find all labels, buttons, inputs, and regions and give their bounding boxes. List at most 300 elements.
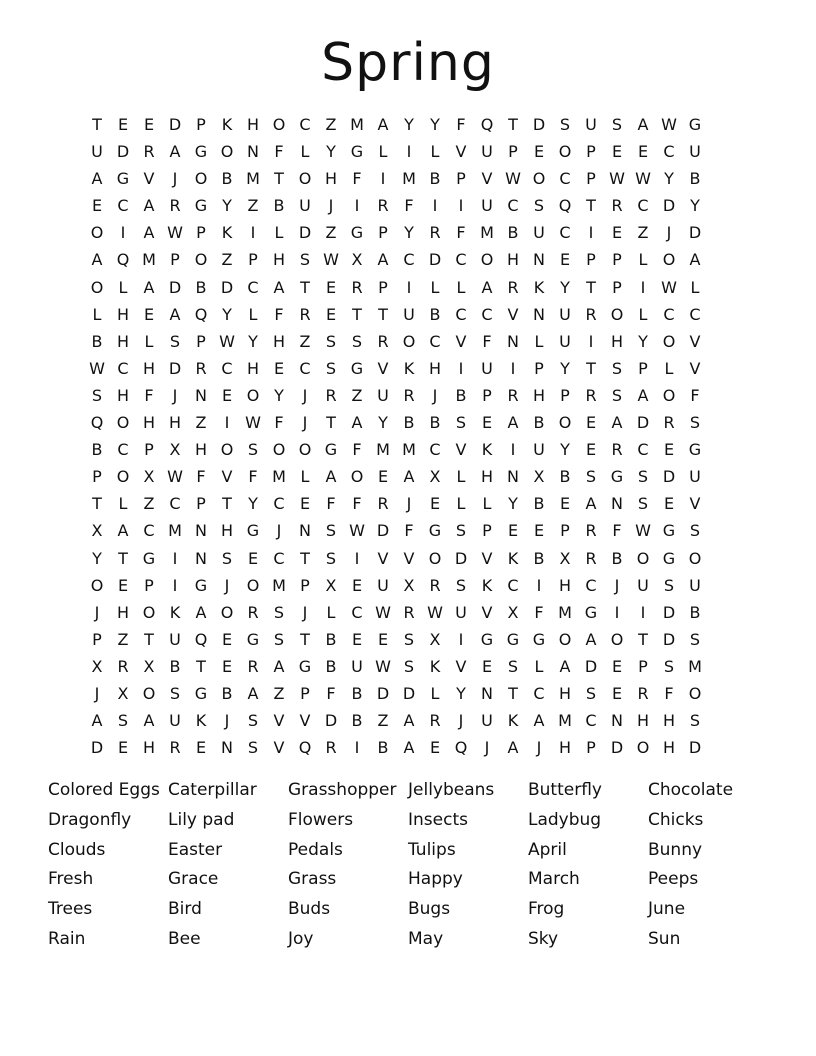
grid-letter[interactable]: T (300, 277, 310, 297)
grid-letter[interactable]: Q (194, 304, 208, 324)
grid-letter[interactable]: X (429, 629, 441, 649)
grid-letter[interactable]: C (455, 250, 467, 270)
grid-letter[interactable]: B (91, 331, 103, 351)
grid-letter[interactable]: S (507, 656, 519, 676)
grid-letter[interactable]: Q (116, 250, 130, 270)
grid-letter[interactable]: I (614, 602, 620, 622)
grid-letter[interactable]: X (559, 548, 571, 568)
grid-letter[interactable]: G (246, 521, 260, 541)
grid-letter[interactable]: A (273, 277, 285, 297)
grid-letter[interactable]: S (273, 629, 285, 649)
grid-letter[interactable]: P (92, 629, 102, 649)
grid-letter[interactable]: U (481, 142, 493, 162)
grid-letter[interactable]: J (302, 602, 308, 622)
grid-letter[interactable]: Y (222, 304, 232, 324)
grid-letter[interactable]: R (299, 304, 311, 324)
grid-letter[interactable]: S (273, 602, 285, 622)
grid-letter[interactable]: M (558, 711, 572, 731)
grid-letter[interactable]: C (169, 494, 181, 514)
grid-letter[interactable]: B (351, 711, 363, 731)
grid-letter[interactable]: E (377, 467, 389, 487)
grid-letter[interactable]: L (430, 142, 440, 162)
grid-letter[interactable]: H (662, 711, 676, 731)
grid-letter[interactable]: A (195, 602, 207, 622)
grid-letter[interactable]: X (325, 575, 337, 595)
grid-letter[interactable]: B (689, 602, 701, 622)
grid-letter[interactable]: E (429, 738, 441, 758)
grid-letter[interactable]: E (507, 521, 519, 541)
grid-letter[interactable]: A (143, 196, 155, 216)
grid-letter[interactable]: V (273, 711, 285, 731)
grid-letter[interactable]: Q (454, 738, 468, 758)
grid-letter[interactable]: U (559, 331, 571, 351)
grid-letter[interactable]: K (481, 575, 493, 595)
grid-letter[interactable]: W (167, 467, 183, 487)
grid-letter[interactable]: P (248, 250, 258, 270)
grid-letter[interactable]: E (533, 142, 545, 162)
grid-letter[interactable]: T (92, 494, 102, 514)
grid-letter[interactable]: A (377, 115, 389, 134)
grid-letter[interactable]: I (380, 169, 386, 189)
grid-letter[interactable]: N (195, 385, 207, 405)
grid-letter[interactable]: G (194, 142, 208, 162)
grid-letter[interactable]: I (432, 196, 438, 216)
grid-letter[interactable]: X (91, 656, 103, 676)
grid-letter[interactable]: R (377, 494, 389, 514)
grid-letter[interactable]: E (611, 223, 623, 243)
grid-letter[interactable]: L (144, 331, 154, 351)
grid-letter[interactable]: E (663, 494, 675, 514)
grid-letter[interactable]: H (272, 331, 286, 351)
grid-letter[interactable]: M (350, 115, 364, 134)
grid-letter[interactable]: T (508, 115, 518, 134)
grid-letter[interactable]: U (533, 223, 545, 243)
grid-letter[interactable]: O (246, 575, 260, 595)
grid-letter[interactable]: Y (560, 440, 570, 460)
grid-letter[interactable]: Q (480, 115, 494, 134)
grid-letter[interactable]: M (376, 440, 390, 460)
grid-letter[interactable]: D (168, 115, 182, 134)
grid-letter[interactable]: S (611, 358, 623, 378)
grid-letter[interactable]: S (585, 683, 597, 703)
grid-letter[interactable]: F (456, 115, 466, 134)
grid-letter[interactable]: E (351, 575, 363, 595)
grid-letter[interactable]: F (352, 494, 362, 514)
grid-letter[interactable]: F (144, 385, 154, 405)
grid-letter[interactable]: P (508, 142, 518, 162)
grid-letter[interactable]: C (273, 548, 285, 568)
grid-letter[interactable]: K (221, 115, 233, 134)
grid-letter[interactable]: M (272, 575, 286, 595)
grid-letter[interactable]: C (585, 575, 597, 595)
grid-letter[interactable]: Z (325, 115, 337, 134)
grid-letter[interactable]: I (510, 440, 516, 460)
grid-letter[interactable]: G (688, 440, 702, 460)
grid-letter[interactable]: Z (195, 413, 207, 433)
grid-letter[interactable]: C (117, 358, 129, 378)
grid-letter[interactable]: H (662, 738, 676, 758)
grid-letter[interactable]: I (640, 277, 646, 297)
grid-letter[interactable]: N (195, 521, 207, 541)
grid-letter[interactable]: R (429, 711, 441, 731)
grid-letter[interactable]: L (456, 277, 466, 297)
grid-letter[interactable]: I (354, 548, 360, 568)
grid-letter[interactable]: R (585, 304, 597, 324)
grid-letter[interactable]: F (274, 413, 284, 433)
grid-letter[interactable]: A (559, 656, 571, 676)
grid-letter[interactable]: C (507, 575, 519, 595)
grid-letter[interactable]: C (351, 602, 363, 622)
grid-letter[interactable]: C (143, 521, 155, 541)
grid-letter[interactable]: W (661, 115, 677, 134)
grid-letter[interactable]: G (688, 115, 702, 134)
grid-letter[interactable]: P (144, 440, 154, 460)
grid-letter[interactable]: E (585, 413, 597, 433)
grid-letter[interactable]: K (195, 711, 207, 731)
grid-letter[interactable]: H (142, 358, 156, 378)
grid-letter[interactable]: E (351, 629, 363, 649)
grid-letter[interactable]: C (663, 304, 675, 324)
grid-letter[interactable]: R (403, 602, 415, 622)
grid-letter[interactable]: S (637, 467, 649, 487)
grid-letter[interactable]: D (376, 683, 390, 703)
grid-letter[interactable]: T (352, 304, 362, 324)
grid-letter[interactable]: A (169, 304, 181, 324)
grid-letter[interactable]: T (118, 548, 128, 568)
grid-letter[interactable]: A (533, 711, 545, 731)
grid-letter[interactable]: W (505, 169, 521, 189)
grid-letter[interactable]: V (455, 440, 467, 460)
grid-letter[interactable]: S (663, 656, 675, 676)
grid-letter[interactable]: H (506, 250, 520, 270)
grid-letter[interactable]: I (354, 196, 360, 216)
grid-letter[interactable]: B (195, 277, 207, 297)
grid-letter[interactable]: S (325, 548, 337, 568)
grid-letter[interactable]: G (506, 629, 520, 649)
grid-letter[interactable]: A (637, 385, 649, 405)
grid-letter[interactable]: O (610, 629, 624, 649)
grid-letter[interactable]: A (377, 250, 389, 270)
grid-letter[interactable]: A (143, 223, 155, 243)
grid-letter[interactable]: O (90, 223, 104, 243)
grid-letter[interactable]: C (299, 115, 311, 134)
grid-letter[interactable]: I (458, 629, 464, 649)
grid-letter[interactable]: J (302, 385, 308, 405)
grid-letter[interactable]: S (689, 629, 701, 649)
grid-letter[interactable]: D (688, 738, 702, 758)
grid-letter[interactable]: D (298, 223, 312, 243)
grid-letter[interactable]: V (221, 467, 233, 487)
grid-letter[interactable]: B (429, 413, 441, 433)
grid-letter[interactable]: D (662, 467, 676, 487)
grid-letter[interactable]: O (636, 548, 650, 568)
grid-letter[interactable]: U (169, 629, 181, 649)
grid-letter[interactable]: B (559, 467, 571, 487)
grid-letter[interactable]: E (247, 548, 259, 568)
grid-letter[interactable]: Z (637, 223, 649, 243)
grid-letter[interactable]: F (690, 385, 700, 405)
grid-letter[interactable]: T (638, 629, 648, 649)
grid-letter[interactable]: F (352, 169, 362, 189)
grid-letter[interactable]: V (143, 169, 155, 189)
grid-letter[interactable]: I (406, 142, 412, 162)
grid-letter[interactable]: V (689, 494, 701, 514)
grid-letter[interactable]: T (144, 629, 154, 649)
grid-letter[interactable]: V (403, 548, 415, 568)
grid-letter[interactable]: R (429, 223, 441, 243)
grid-letter[interactable]: W (245, 413, 261, 433)
grid-letter[interactable]: O (662, 331, 676, 351)
grid-letter[interactable]: V (273, 738, 285, 758)
grid-letter[interactable]: E (611, 142, 623, 162)
grid-letter[interactable]: D (662, 602, 676, 622)
grid-letter[interactable]: A (637, 115, 649, 134)
grid-letter[interactable]: W (219, 331, 235, 351)
grid-letter[interactable]: A (325, 467, 337, 487)
grid-letter[interactable]: J (94, 683, 100, 703)
grid-letter[interactable]: W (427, 602, 443, 622)
grid-letter[interactable]: Y (430, 115, 440, 134)
grid-letter[interactable]: E (273, 358, 285, 378)
grid-letter[interactable]: S (169, 331, 181, 351)
grid-letter[interactable]: E (117, 115, 129, 134)
grid-letter[interactable]: T (326, 413, 336, 433)
grid-letter[interactable]: E (221, 629, 233, 649)
grid-letter[interactable]: U (689, 142, 701, 162)
grid-letter[interactable]: C (429, 331, 441, 351)
grid-letter[interactable]: P (378, 277, 388, 297)
grid-letter[interactable]: P (92, 467, 102, 487)
grid-letter[interactable]: B (689, 169, 701, 189)
grid-letter[interactable]: C (559, 223, 571, 243)
grid-letter[interactable]: T (586, 358, 596, 378)
grid-letter[interactable]: O (298, 440, 312, 460)
grid-letter[interactable]: U (481, 196, 493, 216)
grid-letter[interactable]: R (247, 602, 259, 622)
grid-letter[interactable]: Q (298, 738, 312, 758)
grid-letter[interactable]: S (91, 385, 103, 405)
grid-letter[interactable]: E (221, 385, 233, 405)
grid-letter[interactable]: T (378, 304, 388, 324)
grid-letter[interactable]: A (611, 413, 623, 433)
grid-letter[interactable]: O (428, 548, 442, 568)
grid-letter[interactable]: D (636, 413, 650, 433)
grid-letter[interactable]: U (637, 575, 649, 595)
grid-letter[interactable]: G (194, 575, 208, 595)
grid-letter[interactable]: T (586, 277, 596, 297)
grid-letter[interactable]: K (507, 711, 519, 731)
grid-letter[interactable]: Q (194, 629, 208, 649)
grid-letter[interactable]: W (323, 250, 339, 270)
grid-letter[interactable]: J (94, 602, 100, 622)
grid-letter[interactable]: Y (560, 358, 570, 378)
grid-letter[interactable]: W (609, 169, 625, 189)
grid-letter[interactable]: C (273, 494, 285, 514)
grid-letter[interactable]: B (429, 304, 441, 324)
grid-letter[interactable]: Y (508, 494, 518, 514)
grid-letter[interactable]: O (480, 250, 494, 270)
grid-letter[interactable]: X (507, 602, 519, 622)
grid-letter[interactable]: J (484, 738, 490, 758)
grid-letter[interactable]: G (662, 521, 676, 541)
grid-letter[interactable]: D (324, 711, 338, 731)
grid-letter[interactable]: W (635, 169, 651, 189)
grid-letter[interactable]: G (480, 629, 494, 649)
grid-letter[interactable]: L (534, 331, 544, 351)
grid-letter[interactable]: U (585, 115, 597, 134)
grid-letter[interactable]: R (169, 196, 181, 216)
grid-letter[interactable]: S (689, 521, 701, 541)
grid-letter[interactable]: O (402, 331, 416, 351)
grid-letter[interactable]: S (533, 196, 545, 216)
grid-letter[interactable]: D (116, 142, 130, 162)
grid-letter[interactable]: B (403, 413, 415, 433)
grid-letter[interactable]: O (662, 250, 676, 270)
grid-letter[interactable]: V (689, 331, 701, 351)
grid-letter[interactable]: R (325, 738, 337, 758)
grid-letter[interactable]: I (120, 223, 126, 243)
grid-letter[interactable]: X (169, 440, 181, 460)
grid-letter[interactable]: L (430, 683, 440, 703)
grid-letter[interactable]: Z (299, 331, 311, 351)
grid-letter[interactable]: A (507, 738, 519, 758)
grid-letter[interactable]: O (558, 142, 572, 162)
grid-letter[interactable]: V (377, 548, 389, 568)
grid-letter[interactable]: P (586, 250, 596, 270)
grid-letter[interactable]: M (142, 250, 156, 270)
grid-letter[interactable]: S (403, 629, 415, 649)
grid-letter[interactable]: S (117, 711, 129, 731)
grid-letter[interactable]: H (558, 575, 572, 595)
grid-letter[interactable]: A (351, 413, 363, 433)
grid-letter[interactable]: K (403, 358, 415, 378)
grid-letter[interactable]: B (325, 656, 337, 676)
grid-letter[interactable]: S (221, 548, 233, 568)
grid-letter[interactable]: A (585, 494, 597, 514)
grid-letter[interactable]: W (349, 521, 365, 541)
grid-letter[interactable]: I (588, 331, 594, 351)
grid-letter[interactable]: Y (560, 277, 570, 297)
grid-letter[interactable]: O (246, 385, 260, 405)
grid-letter[interactable]: C (455, 304, 467, 324)
grid-letter[interactable]: H (428, 358, 442, 378)
grid-letter[interactable]: R (195, 358, 207, 378)
grid-letter[interactable]: R (507, 277, 519, 297)
grid-letter[interactable]: H (246, 358, 260, 378)
grid-letter[interactable]: S (689, 413, 701, 433)
grid-letter[interactable]: U (533, 440, 545, 460)
grid-letter[interactable]: Y (378, 413, 388, 433)
grid-letter[interactable]: X (117, 683, 129, 703)
grid-letter[interactable]: U (481, 358, 493, 378)
grid-letter[interactable]: Z (247, 196, 259, 216)
grid-letter[interactable]: I (640, 602, 646, 622)
grid-letter[interactable]: U (299, 196, 311, 216)
grid-letter[interactable]: A (403, 467, 415, 487)
grid-letter[interactable]: H (142, 738, 156, 758)
grid-letter[interactable]: T (508, 683, 518, 703)
grid-letter[interactable]: F (196, 467, 206, 487)
grid-letter[interactable]: O (90, 575, 104, 595)
grid-letter[interactable]: E (611, 683, 623, 703)
grid-letter[interactable]: O (194, 169, 208, 189)
grid-letter[interactable]: G (532, 629, 546, 649)
grid-letter[interactable]: Y (326, 142, 336, 162)
grid-letter[interactable]: C (585, 711, 597, 731)
grid-letter[interactable]: N (221, 738, 233, 758)
grid-letter[interactable]: G (662, 548, 676, 568)
grid-letter[interactable]: H (610, 331, 624, 351)
grid-letter[interactable]: Y (248, 331, 258, 351)
grid-letter[interactable]: K (169, 602, 181, 622)
grid-letter[interactable]: L (638, 250, 648, 270)
grid-letter[interactable]: L (456, 467, 466, 487)
grid-letter[interactable]: U (377, 385, 389, 405)
grid-letter[interactable]: C (117, 196, 129, 216)
grid-letter[interactable]: X (143, 467, 155, 487)
grid-letter[interactable]: I (250, 223, 256, 243)
grid-letter[interactable]: T (196, 656, 206, 676)
grid-letter[interactable]: M (688, 656, 702, 676)
grid-letter[interactable]: F (456, 223, 466, 243)
grid-letter[interactable]: U (481, 711, 493, 731)
grid-letter[interactable]: W (89, 358, 105, 378)
grid-letter[interactable]: S (299, 250, 311, 270)
grid-letter[interactable]: H (116, 331, 130, 351)
grid-letter[interactable]: P (196, 494, 206, 514)
grid-letter[interactable]: Y (92, 548, 102, 568)
grid-letter[interactable]: S (247, 440, 259, 460)
grid-letter[interactable]: F (404, 521, 414, 541)
grid-letter[interactable]: F (404, 196, 414, 216)
grid-letter[interactable]: O (298, 169, 312, 189)
grid-letter[interactable]: D (532, 115, 546, 134)
grid-letter[interactable]: Y (690, 196, 700, 216)
grid-letter[interactable]: E (325, 277, 337, 297)
grid-letter[interactable]: O (116, 413, 130, 433)
grid-letter[interactable]: O (116, 467, 130, 487)
grid-letter[interactable]: H (116, 385, 130, 405)
grid-letter[interactable]: H (194, 440, 208, 460)
grid-letter[interactable]: P (586, 142, 596, 162)
grid-letter[interactable]: M (558, 602, 572, 622)
grid-letter[interactable]: R (663, 413, 675, 433)
grid-letter[interactable]: T (300, 548, 310, 568)
grid-letter[interactable]: H (532, 385, 546, 405)
grid-letter[interactable]: E (481, 413, 493, 433)
grid-letter[interactable]: G (194, 196, 208, 216)
grid-letter[interactable]: E (143, 115, 155, 134)
grid-letter[interactable]: H (246, 115, 260, 134)
grid-letter[interactable]: G (142, 548, 156, 568)
grid-letter[interactable]: W (661, 277, 677, 297)
grid-letter[interactable]: D (662, 196, 676, 216)
grid-letter[interactable]: Y (222, 196, 232, 216)
grid-letter[interactable]: M (402, 440, 416, 460)
grid-letter[interactable]: C (221, 358, 233, 378)
grid-letter[interactable]: A (91, 250, 103, 270)
grid-letter[interactable]: E (559, 494, 571, 514)
grid-letter[interactable]: N (507, 467, 519, 487)
grid-letter[interactable]: O (220, 602, 234, 622)
grid-letter[interactable]: R (377, 196, 389, 216)
grid-letter[interactable]: P (560, 385, 570, 405)
grid-letter[interactable]: E (299, 494, 311, 514)
grid-letter[interactable]: Q (90, 413, 104, 433)
grid-letter[interactable]: X (143, 656, 155, 676)
grid-letter[interactable]: P (196, 223, 206, 243)
grid-letter[interactable]: B (611, 548, 623, 568)
